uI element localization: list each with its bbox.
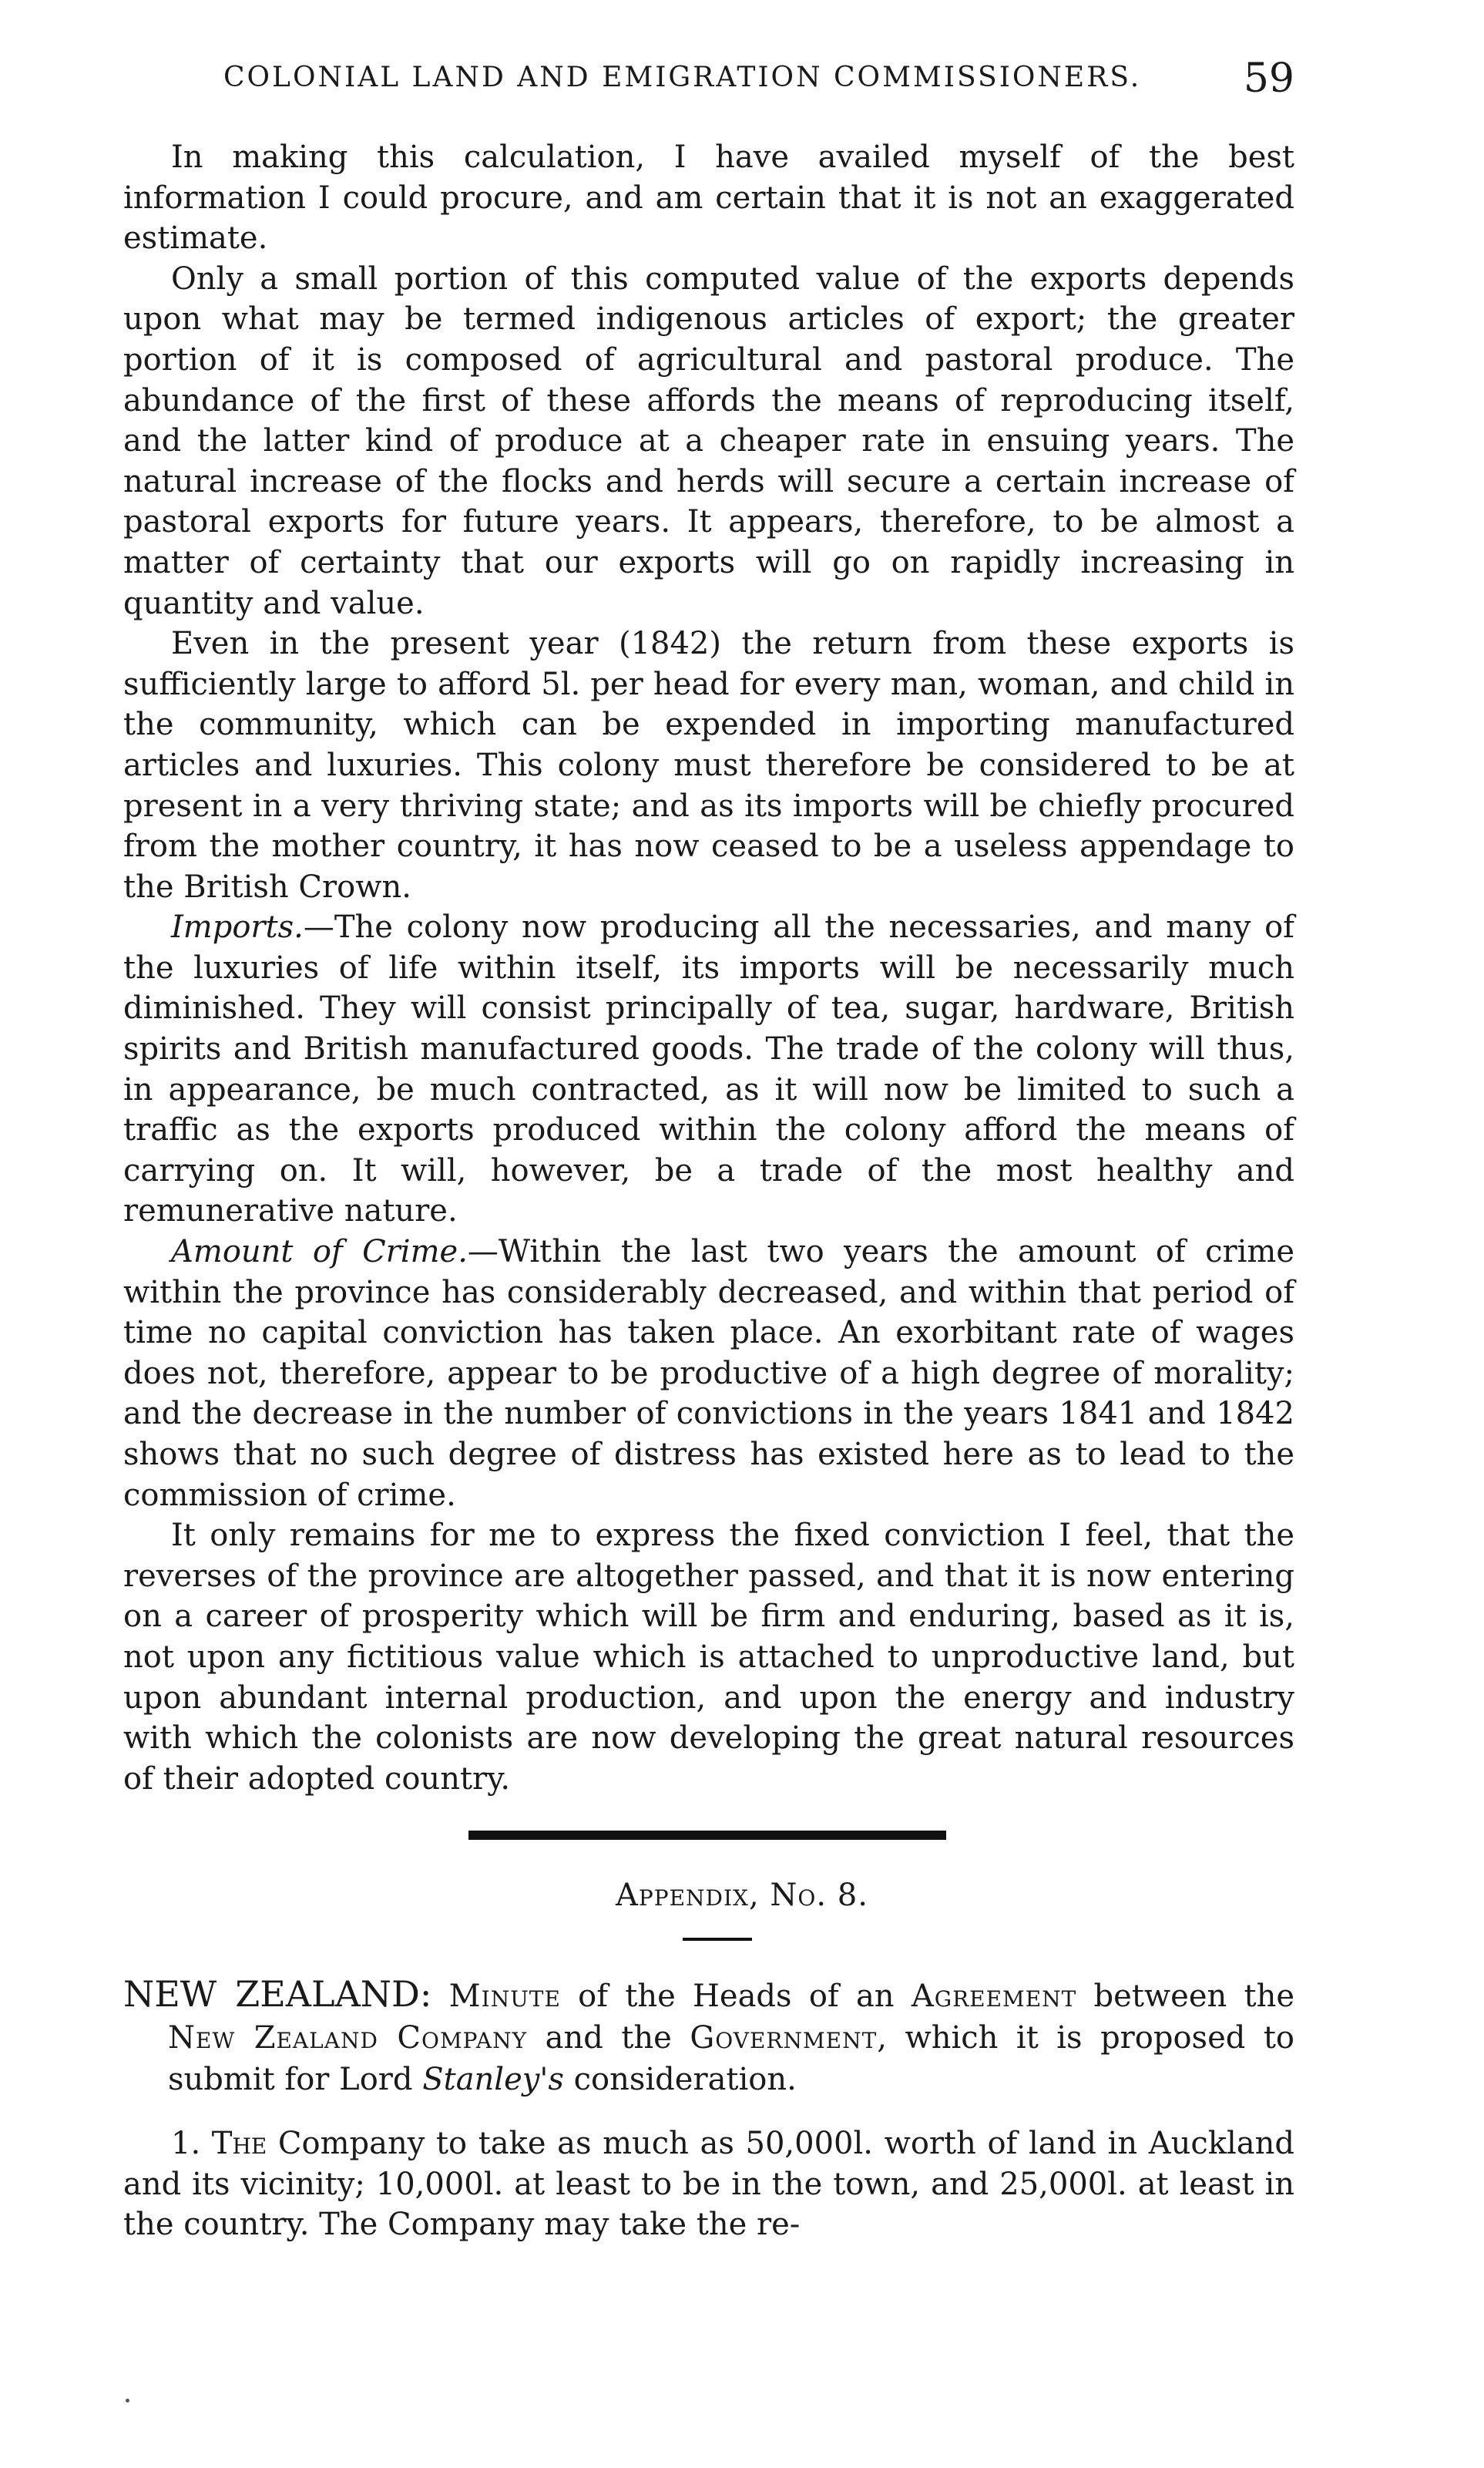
heading-minute: Minute <box>448 1979 561 2014</box>
appendix-title: Appendix, No. 8. <box>616 1878 868 1913</box>
agreement-body <box>123 2123 1294 2245</box>
section-divider <box>468 1831 946 1840</box>
heading-text-4: , which it is proposed to submit for Lord <box>168 2020 1295 2097</box>
imports-text: —The colony now producing all the necessaries, and many of the luxuries of life within itself, its imports will be necessarily much diminished. They will consist principally of tea, sugar, hardware, British spirits and British manufactured goods. The trade of the colony will thus, in appearance, be much contracted, as it will now be limited to such a traffic as the exports produced within the colony afford the means of carrying on. It will, however, be a trade of the most healthy and remunerative nature. <box>123 910 1294 1229</box>
heading-text-3: and the <box>527 2020 690 2056</box>
paragraph-present-year: Even in the present year (1842) the return from these exports is sufficiently large to afford 5l. per head for every man, woman, and child in the community, which can be expended in importing manufactured articles and luxuries. This colony must therefore be considered to be at present in a very thriving state; and as its imports will be chiefly procured from the mother country, it has now ceased to be a useless appendage to the British Crown. <box>123 626 1294 905</box>
paragraph-crime <box>123 1232 1294 1515</box>
running-head: COLONIAL LAND AND EMIGRATION COMMISSIONERS. <box>223 62 1142 93</box>
crime-text: —Within the last two years the amount of crime within the province has considerably decreased, and within that period of time no capital conviction has taken place. An exorbitant rate of wages does not, therefore, appear to be productive of a high degree of morality; and the decrease in the number of convictions in the years 1841 and 1842 shows that no such degree of distress has existed here as to lead to the commission of crime. <box>123 1234 1294 1513</box>
report-body <box>123 137 1294 1799</box>
paragraph-calculation: In making this calculation, I have availed myself of the best information I could procure, and am certain that it is not an exaggerated estimate. <box>123 140 1294 257</box>
print-speck <box>126 2399 129 2402</box>
paragraph-imports <box>123 907 1294 1232</box>
item-text: Company to take as much as 50,000l. worth of land in Auckland and its vicinity; 10,000l. at least to be in the town, and 25,000l. at least in the country. The Company may take the re- <box>123 2126 1294 2243</box>
paragraph-exports: Only a small portion of this computed value of the exports depends upon what may be termed indigenous articles of export; the greater portion of it is composed of agricultural and pastoral produce. The abundance of the first of these affords the means of reproducing itself, and the latter kind of produce at a cheaper rate in ensuing years. The natural increase of the flocks and herds will secure a certain increase of pastoral exports for future years. It appears, therefore, to be almost a matter of certainty that our exports will go on rapidly increasing in quantity and value. <box>123 261 1294 621</box>
imports-lead: Imports. <box>171 910 304 946</box>
item-lead-word: The <box>211 2126 267 2161</box>
heading-text-5: consideration. <box>563 2062 797 2097</box>
page-number: 59 <box>1243 55 1294 102</box>
page-header <box>123 55 1294 109</box>
heading-place: NEW ZEALAND: <box>123 1973 432 2015</box>
agreement-item-1 <box>123 2123 1294 2245</box>
paragraph-conclusion: It only remains for me to express the fixed conviction I feel, that the reverses of the province are altogether passed, and that it is now entering on a career of prosperity which will be firm and enduring, based as it is, not upon any fictitious value which is attached to unproductive land, but upon abundant internal production, and upon the energy and industry with which the colonists are now developing the great natural resources of their adopted country. <box>123 1518 1294 1797</box>
heading-text-1: of the Heads of an <box>560 1979 912 2014</box>
heading-agreement: Agreement <box>911 1979 1077 2014</box>
heading-stanley: Stanley's <box>422 2062 564 2097</box>
heading-company: New Zealand Company <box>168 2020 528 2056</box>
crime-lead: Amount of Crime. <box>171 1234 468 1270</box>
agreement-heading <box>123 1973 1294 2100</box>
item-number: 1. <box>171 2126 212 2161</box>
heading-text-2: between the <box>1076 1979 1295 2014</box>
title-rule <box>683 1938 752 1941</box>
heading-government: Government <box>690 2020 878 2056</box>
